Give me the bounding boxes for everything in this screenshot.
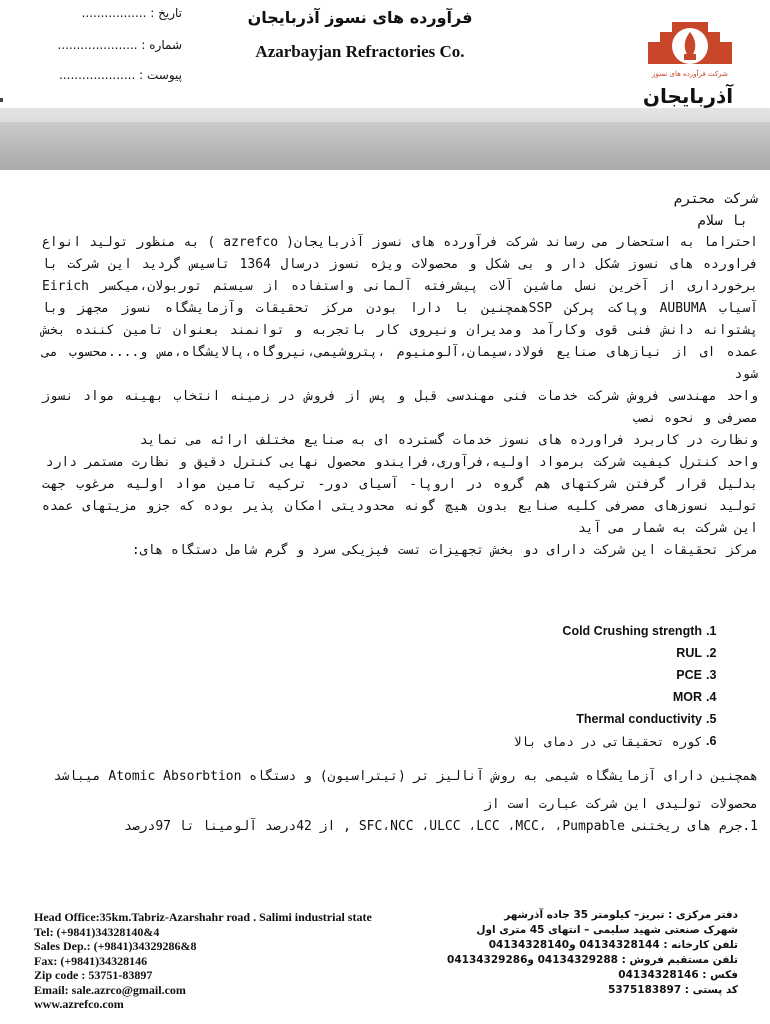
margin-mark <box>0 98 3 102</box>
list-text: RUL <box>676 646 702 660</box>
logo-wordmark: آذربایجان <box>642 84 734 108</box>
postal-code: کد پستی : 5375183897 <box>608 984 738 996</box>
list-item <box>470 712 740 734</box>
research-center-paragraph: مرکز تحقیقات این شرکت دارای دو بخش تجهیزات تست فیزیکی سرد و گرم شامل دستگاه های: <box>131 543 758 558</box>
attachment-dots: .................... <box>59 68 136 82</box>
list-item <box>470 734 740 756</box>
website: www.azrefco.com <box>34 997 124 1011</box>
address-line-1: دفتر مرکزی : تبریز– کیلومتر 35 جاده آذرشهر <box>504 909 738 921</box>
sales-engineering-paragraph: واحد مهندسی فروش شرکت خدمات فنی مهندسی قبل و پس از فروش در زمینه انتخاب بهینه مواد نسوز مصرفی و نحوه نصب <box>42 389 758 426</box>
attachment-field <box>22 68 182 82</box>
letter-body <box>42 188 758 562</box>
list-item <box>470 690 740 712</box>
email: Email: sale.azrco@gmail.com <box>34 982 186 997</box>
number-label: شماره : <box>141 38 182 52</box>
list-number: .4 <box>706 690 717 704</box>
list-text: MOR <box>672 690 702 704</box>
greeting-line-2: با سلام <box>697 213 748 229</box>
sales-phone: Sales Dep.: (+9841)34329286&8 <box>34 939 197 953</box>
list-item <box>470 624 740 646</box>
number-field <box>22 38 182 52</box>
list-number: .1 <box>706 624 717 638</box>
list-number: .2 <box>706 646 717 660</box>
list-text: Cold Crushing strength <box>562 624 702 638</box>
list-item <box>470 646 740 668</box>
raw-material-paragraph: بدلیل قرار گرفتن شرکتهای هم گروه در اروپا- آسیای دور- ترکیه تامین مواد اولیه مرغوب جهت تولید نسوزهای مصرفی کلیه صنایع بدون هیچ گونه محدودیتی امکان پذیر بوده که جزو مزیتهای عمده این شرکت به شمار می آید <box>42 477 758 536</box>
zip-code: Zip code : 53751-83897 <box>34 968 153 982</box>
intro-paragraph: احتراما به استحضار می رساند شرکت فرآورده های نسوز آذربایجان( azrefco ) به منظور تولید انواع فراورده های نسوز شکل دار و بی شکل و محصولات ویژه نسوز درسال 1364 تاسیس گردید این شرکت با برخورداری از آخرین نسل ماشین آلات پیشرفته آلمانی واستفاده از سیستم توربولان،میکسر Eirich آسیاب AUBUMA وپاکت پرکن SSPهمچنین با دارا بودن مرکز تحقیقات وآزمایشگاه نسوز مجهز وبا پشتوانه دانش فنی قوی وکارآمد ومدیران ونیروی کار باتجربه و توانمند بعنوان تامین کننده بخش عمده ای از نیازهای صنایع فولاد،سیمان،آلومنیوم ،پتروشیمی،نیروگاه،پالایشگاه،مس و....محسوب می شود <box>42 235 759 382</box>
date-dots: ................. <box>81 6 147 20</box>
number-dots: ..................... <box>57 38 138 52</box>
equipment-list <box>470 624 740 756</box>
fax: Fax: (+9841)34328146 <box>34 953 148 968</box>
address-line-2: شهرک صنعتی شهید سلیمی – انتهای 45 متری اول <box>476 924 738 936</box>
company-name-english: Azarbayjan Refractories Co. <box>255 42 465 61</box>
chemistry-lab-paragraph: همچنین دارای آزمایشگاه شیمی به روش آنالیز تر (تیتراسیون) و دستگاه Atomic Absorbtion میباشد <box>53 769 758 784</box>
head-office-address: Head Office:35km.Tabriz-Azarshahr road . Salimi industrial state <box>34 910 372 924</box>
list-item <box>470 668 740 690</box>
list-number: .3 <box>706 668 717 682</box>
products-intro: محصولات تولیدی این شرکت عبارت است از <box>484 797 758 812</box>
company-name-persian: فرآورده های نسوز آذربایجان <box>247 8 473 27</box>
products-line: 1.جرم های ریختنی SFC،NCC ،ULCC ،LCC ،MCC، ،Pumpable , از 42درصد آلومینا تا 97درصد <box>124 819 758 834</box>
fax-persian: فکس : 04134328146 <box>618 969 738 981</box>
header-band <box>0 108 770 170</box>
list-text: PCE <box>676 668 702 682</box>
list-text: Thermal conductivity <box>576 712 702 726</box>
telephone: Tel: (+9841)34328140&4 <box>34 924 160 939</box>
factory-phone: تلفن کارخانه : 04134328144 و04134328140 <box>488 939 738 951</box>
list-number: .5 <box>706 712 717 726</box>
list-text: کوره تحقیقاتی در دمای بالا <box>513 734 702 749</box>
logo-small-text: شرکت فرآورده های نسوز <box>652 70 728 78</box>
list-number: .6 <box>706 734 717 748</box>
supervision-paragraph: ونظارت در کاربرد فراورده های نسوز خدمات گسترده ای به صنایع مختلف ارائه می نماید <box>139 433 758 448</box>
greeting-line-1: شرکت محترم <box>673 191 758 207</box>
attachment-label: پیوست : <box>139 68 182 82</box>
direct-sales-phone: تلفن مستقیم فروش : 04134329288 و04134329286 <box>447 954 738 966</box>
footer-contact-persian <box>420 908 738 998</box>
date-field <box>22 6 182 20</box>
footer-contact-english <box>34 910 414 1012</box>
letter-lower-body <box>42 766 758 838</box>
quality-control-paragraph: واحد کنترل کیفیت شرکت برمواد اولیه،فرآوری،فرایندو محصول نهایی کنترل دقیق و نظارت مستمر دارد <box>45 455 758 470</box>
date-label: تاریخ : <box>150 6 182 20</box>
